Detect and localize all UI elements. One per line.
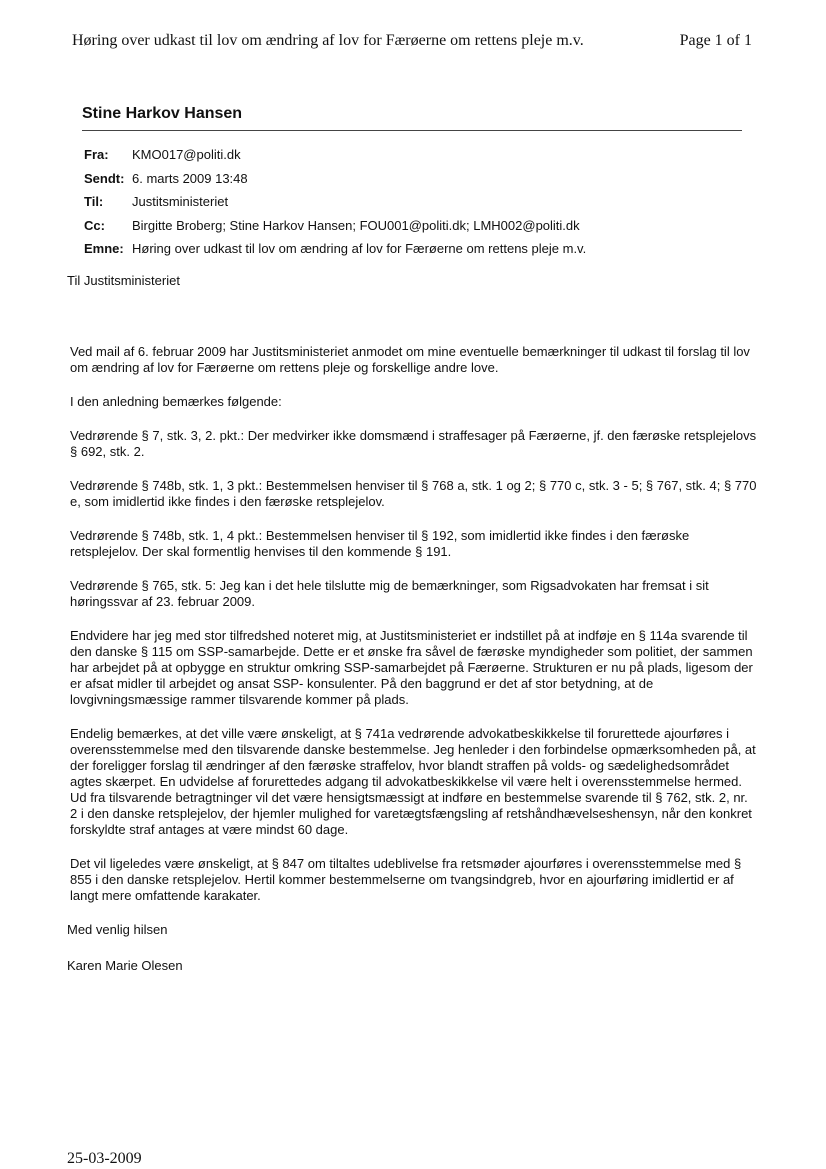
greeting: Til Justitsministeriet	[67, 273, 180, 288]
meta-label: Fra:	[84, 147, 109, 162]
meta-cc-value: Birgitte Broberg; Stine Harkov Hansen; FOU001@politi.dk; LMH002@politi.dk	[132, 217, 580, 233]
meta-label: Cc:	[84, 217, 105, 233]
signature: Karen Marie Olesen	[67, 958, 183, 973]
meta-label: Sendt:	[84, 170, 125, 186]
page-number: Page 1 of 1	[679, 32, 752, 49]
body-paragraph: Endvidere har jeg med stor tilfredshed noteret mig, at Justitsministeriet er indstillet på at indføje en § 114a svarende til den danske § 115 om SSP-samarbejde. Dette er et ønske fra såvel de færøske myndigheder som politiet, der sammen har arbejdet på at opbygge en struktur omkring SSP-samarbejdet på Færøerne. Strukturen er nu på plads, ligesom der er afsat midler til arbejdet og ansat SSP- konsulenter. På den baggrund er det af stor betydning, at de lovgivningsmæssige rammer tilsvarende kommer på plads.	[70, 628, 753, 707]
meta-sent-value: 6. marts 2009 13:48	[132, 170, 248, 186]
meta-from-value: KMO017@politi.dk	[132, 147, 241, 162]
body-paragraph: Vedrørende § 765, stk. 5: Jeg kan i det hele tilslutte mig de bemærkninger, som Rigsadvokaten har fremsat i sit høringssvar af 23. februar 2009.	[70, 578, 709, 609]
header-divider	[82, 130, 742, 131]
body-paragraph: Vedrørende § 748b, stk. 1, 3 pkt.: Bestemmelsen henviser til § 768 a, stk. 1 og 2; § 770 c, stk. 3 - 5; § 767, stk. 4; § 770 e, som imidlertid ikke findes i den færøske retsplejelov.	[70, 478, 757, 509]
body-paragraph: Vedrørende § 748b, stk. 1, 4 pkt.: Bestemmelsen henviser til § 192, som imidlertid ikke findes i den færøske retsplejelov. Der skal formentlig henvises til den kommende § 191.	[70, 528, 690, 559]
sender-name: Stine Harkov Hansen	[82, 105, 243, 122]
meta-subject-value: Høring over udkast til lov om ændring af lov for Færøerne om rettens pleje m.v.	[132, 241, 587, 256]
meta-row-to	[84, 190, 586, 214]
page-header	[72, 32, 752, 54]
body-paragraph: Ved mail af 6. februar 2009 har Justitsministeriet anmodet om mine eventuelle bemærkninger til udkast til forslag til lov om ændring af lov for Færøerne om rettens pleje og forskellige andre love.	[70, 344, 750, 375]
meta-row-from	[84, 143, 586, 167]
body-paragraph: Det vil ligeledes være ønskeligt, at § 847 om tiltaltes udeblivelse fra retsmøder ajourføres i overensstemmelse med § 855 i den danske retsplejelov. Hertil kommer bestemmelserne om tvangsindgreb, hvor en ajourføring imidlertid er af langt mere omfattende karakater.	[70, 856, 742, 903]
meta-row-sent	[84, 167, 586, 191]
meta-row-cc	[84, 214, 586, 238]
body-paragraph: I den anledning bemærkes følgende:	[70, 394, 282, 409]
meta-label: Emne:	[84, 241, 124, 256]
email-body	[67, 273, 757, 974]
footer-date: 25-03-2009	[67, 1150, 142, 1167]
meta-row-subject	[84, 237, 586, 261]
email-meta	[84, 143, 586, 261]
header-subject: Høring over udkast til lov om ændring af lov for Færøerne om rettens pleje m.v.	[72, 32, 584, 49]
body-paragraph: Vedrørende § 7, stk. 3, 2. pkt.: Der medvirker ikke domsmænd i straffesager på Færøerne, jf. den færøske retsplejelovs § 692, stk. 2.	[70, 428, 757, 459]
body-paragraph: Endelig bemærkes, at det ville være ønskeligt, at § 741a vedrørende advokatbeskikkelse til forurettede ajourføres i overensstemmelse med den tilsvarende danske bestemmelse. Jeg henleder i den forbindelse opmærksomheden på, at der foreligger forslag til ændringer af den færøske straffelov, hvor blandt straffen på volds- og sædelighedsområdet agtes skærpet. En udvidelse af forurettedes adgang til advokatbeskikkelse vil være helt i overensstemmelse hermed. Ud fra tilsvarende betragtninger vil det være hensigtsmæssigt at indføre en bestemmelse svarende til § 762, stk. 2, nr. 2 i den danske retsplejelov, der hjemler mulighed for varetægtsfængsling af retshåndhævelseshensyn, når den konkret forskyldte straf antages at være mindst 60 dage.	[70, 726, 756, 837]
meta-label: Til:	[84, 194, 104, 209]
closing: Med venlig hilsen	[67, 922, 168, 937]
meta-to-value: Justitsministeriet	[132, 194, 229, 209]
